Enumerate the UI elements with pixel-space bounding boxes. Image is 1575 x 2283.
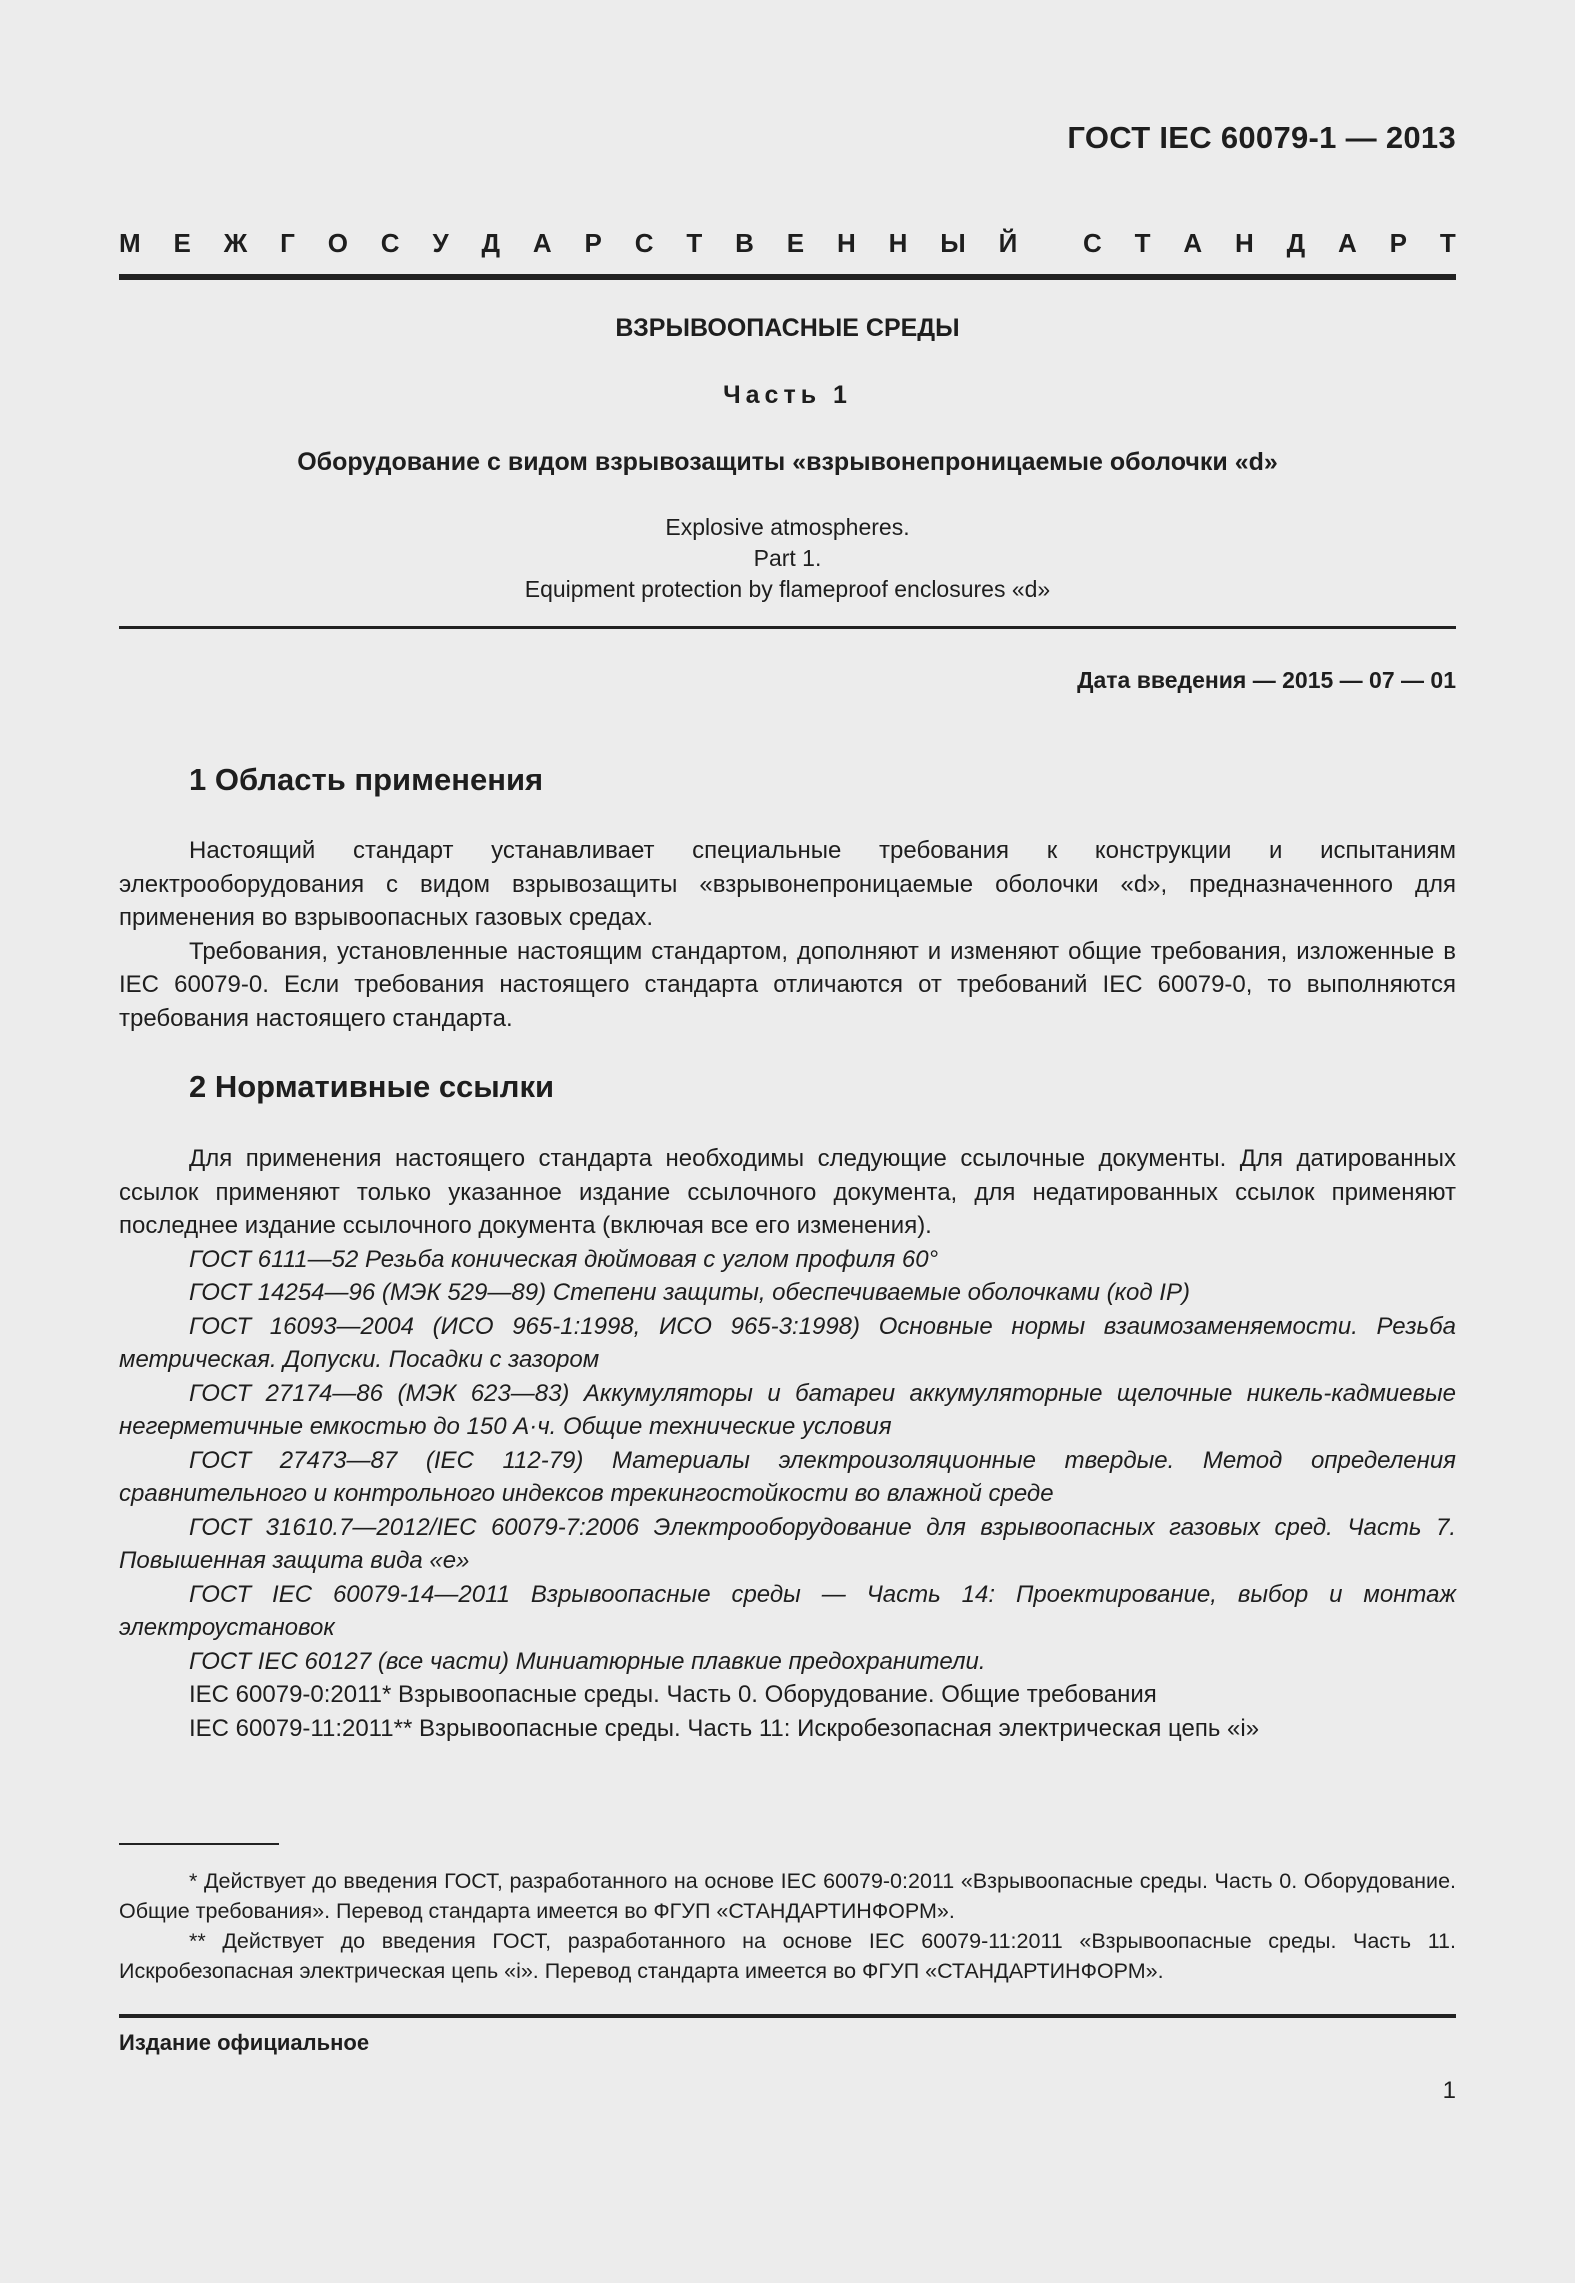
letter: А bbox=[1183, 228, 1203, 258]
letter: Т bbox=[1439, 228, 1456, 258]
letter: С bbox=[1082, 228, 1102, 258]
letter: Е bbox=[173, 228, 191, 258]
letter: Р bbox=[1389, 228, 1408, 258]
letter: С bbox=[634, 228, 654, 258]
header-divider bbox=[119, 274, 1456, 280]
title-divider bbox=[119, 626, 1456, 629]
reference-item: ГОСТ 14254—96 (МЭК 529—89) Степени защиты, обеспечиваемые оболочками (код IP) bbox=[189, 1279, 1190, 1306]
english-title bbox=[119, 512, 1456, 605]
english-title-line: Explosive atmospheres. bbox=[665, 514, 910, 540]
reference-item: ГОСТ IEC 60079-14—2011 Взрывоопасные среды — Часть 14: Проектирование, выбор и монтаж электроустановок bbox=[119, 1580, 1456, 1641]
letter: Н bbox=[1235, 228, 1254, 258]
letter: Ж bbox=[223, 228, 248, 258]
document-subtitle: Оборудование с видом взрывозащиты «взрывонепроницаемые оболочки «d» bbox=[297, 448, 1278, 476]
letter: У bbox=[432, 228, 449, 258]
letter: Е bbox=[786, 228, 805, 258]
section-heading: 2 Нормативные ссылки bbox=[189, 1069, 555, 1104]
edition-label: Издание официальное bbox=[119, 2030, 370, 2055]
document-title: ВЗРЫВООПАСНЫЕ СРЕДЫ bbox=[615, 314, 960, 342]
reference-item: IEC 60079-11:2011** Взрывоопасные среды. Часть 11: Искробезопасная электрическая цепь «i» bbox=[189, 1714, 1260, 1742]
part-label: Часть 1 bbox=[723, 381, 852, 409]
letter: М bbox=[119, 228, 141, 258]
letter: Н bbox=[836, 228, 856, 258]
reference-item: ГОСТ IEC 60127 (все части) Миниатюрные плавкие предохранители. bbox=[189, 1647, 986, 1675]
letter: С bbox=[380, 228, 400, 258]
reference-item: ГОСТ 16093—2004 (ИСО 965-1:1998, ИСО 965-3:1998) Основные нормы взаимозаменяемости. Резьба метрическая. Допуски. Посадки с зазором bbox=[119, 1312, 1456, 1373]
section-body bbox=[119, 834, 1456, 1035]
footnote: * Действует до введения ГОСТ, разработанного на основе IEC 60079-0:2011 «Взрывоопасные среды. Часть 0. Оборудование. Общие требования». Перевод стандарта имеется во ФГУП «СТАНДАРТИНФОРМ». bbox=[119, 1869, 1456, 1923]
letter: Т bbox=[686, 228, 703, 258]
intro-date: Дата введения — 2015 — 07 — 01 bbox=[1077, 667, 1456, 693]
letter: Т bbox=[1134, 228, 1151, 258]
footnotes bbox=[119, 1866, 1456, 1986]
letter: А bbox=[1338, 228, 1357, 258]
gost-code: ГОСТ IEC 60079-1 — 2013 bbox=[1067, 120, 1456, 155]
letter: Ы bbox=[940, 228, 966, 258]
letter: Д bbox=[481, 228, 501, 258]
footnote: ** Действует до введения ГОСТ, разработанного на основе IEC 60079-11:2011 «Взрывоопасные среды. Часть 11. Искробезопасная электрическая цепь «i». Перевод стандарта имеется во ФГУП «СТАНДАРТИНФОРМ». bbox=[119, 1929, 1456, 1983]
letter: О bbox=[327, 228, 348, 258]
english-title-line: Equipment protection by flameproof enclosures «d» bbox=[524, 576, 1051, 602]
section-body bbox=[119, 1142, 1456, 1745]
english-title-line: Part 1. bbox=[753, 545, 822, 571]
page-number: 1 bbox=[1442, 2077, 1456, 2104]
interstate-standard-label bbox=[119, 228, 1456, 259]
reference-item: ГОСТ 27174—86 (МЭК 623—83) Аккумуляторы и батареи аккумуляторные щелочные никель-кадмиевые негерметичные емкостью до 150 А·ч. Общие технические условия bbox=[119, 1379, 1456, 1440]
letter: В bbox=[735, 228, 754, 258]
reference-item: ГОСТ 27473—87 (IEC 112-79) Материалы электроизоляционные твердые. Метод определения сравнительного и контрольного индексов трекингостойкости во влажной среде bbox=[119, 1446, 1456, 1507]
letter: Г bbox=[280, 228, 295, 258]
letter: Д bbox=[1286, 228, 1306, 258]
letter: Р bbox=[584, 228, 602, 258]
letter: А bbox=[532, 228, 552, 258]
reference-item: IEC 60079-0:2011* Взрывоопасные среды. Часть 0. Оборудование. Общие требования bbox=[189, 1681, 1157, 1708]
letter: Н bbox=[888, 228, 908, 258]
paragraph: Настоящий стандарт устанавливает специальные требования к конструкции и испытаниям электрооборудования с видом взрывозащиты «взрывонепроницаемые оболочки «d», предназначенного для применения во взрывоопасных газовых средах. bbox=[119, 837, 1456, 931]
reference-item: ГОСТ 6111—52 Резьба коническая дюймовая с углом профиля 60° bbox=[189, 1245, 939, 1273]
footer-divider bbox=[119, 2014, 1456, 2018]
reference-item: ГОСТ 31610.7—2012/IEC 60079-7:2006 Электрооборудование для взрывоопасных газовых сред. Часть 7. Повышенная защита вида «е» bbox=[119, 1513, 1456, 1574]
paragraph: Требования, установленные настоящим стандартом, дополняют и изменяют общие требования, изложенные в IEC 60079-0. Если требования настоящего стандарта отличаются от требований IEC 60079-0, то выполняются требования настоящего стандарта. bbox=[119, 937, 1456, 1032]
paragraph: Для применения настоящего стандарта необходимы следующие ссылочные документы. Для датированных ссылок применяют только указанное издание ссылочного документа, для недатированных ссылок применяют последнее издание ссылочного документа (включая все его изменения). bbox=[119, 1145, 1456, 1239]
section-heading: 1 Область применения bbox=[189, 762, 544, 797]
letter: Й bbox=[998, 228, 1018, 258]
footnote-divider bbox=[119, 1843, 279, 1845]
